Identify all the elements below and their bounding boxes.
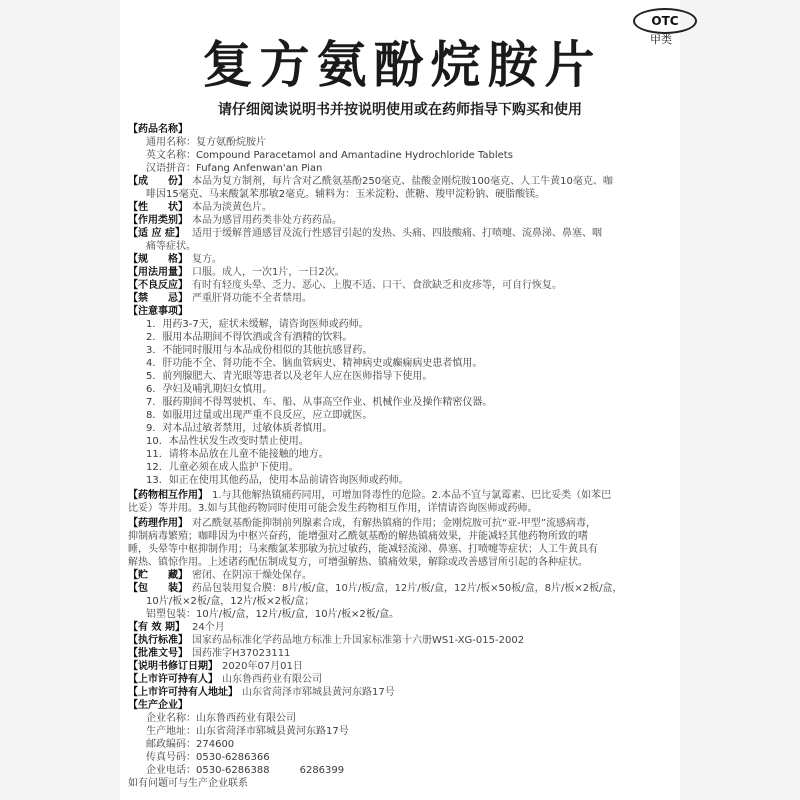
composition-text-2: 啡因15毫克、马来酸氯苯那敏2毫克。辅料为：玉米淀粉、蔗糖、羧甲淀粉钠、硬脂酸镁。 bbox=[146, 189, 546, 200]
specification-row bbox=[128, 253, 678, 266]
category-label: 【作用类别】 bbox=[128, 215, 188, 226]
adverse-row bbox=[128, 279, 678, 292]
standard-label: 【执行标准】 bbox=[128, 635, 188, 646]
appearance-row bbox=[128, 201, 678, 214]
package-row bbox=[128, 582, 678, 595]
composition-text-1: 本品为复方制剂，每片含对乙酰氨基酚250毫克、盐酸金刚烷胺100毫克、人工牛黄10毫克、咖 bbox=[192, 176, 613, 187]
manufacturer-fax: 传真号码：0530-6286366 bbox=[146, 752, 270, 763]
precaution-item: 5．前列腺肥大、青光眼等患者以及老年人应在医师指导下使用。 bbox=[146, 371, 433, 382]
specification-text: 复方。 bbox=[192, 254, 222, 265]
precaution-item: 2．服用本品期间不得饮酒或含有酒精的饮料。 bbox=[146, 332, 353, 343]
mah-address-text: 山东省菏泽市郓城县黄河东路17号 bbox=[242, 687, 395, 698]
mah-row bbox=[128, 673, 678, 686]
precaution-item: 11．请将本品放在儿童不能接触的地方。 bbox=[146, 449, 329, 460]
package-text-2: 10片/板×2板/盒，12片/板×2板/盒； bbox=[146, 596, 315, 607]
pharmacology-text-3: 睡，头晕等中枢抑制作用；马来酸氯苯那敏为抗过敏药，能减轻流涕、鼻塞、打喷嚏等症状；人工牛黄具有 bbox=[128, 544, 598, 555]
mah-address-row bbox=[128, 686, 678, 699]
product-title: 复方氨酚烷胺片 bbox=[202, 36, 602, 94]
mah-label: 【上市许可持有人】 bbox=[128, 674, 218, 685]
validity-row bbox=[128, 621, 678, 634]
manufacturer-phone: 企业电话：0530-6286388 6286399 bbox=[146, 765, 345, 776]
contact-note: 如有问题可与生产企业联系 bbox=[128, 778, 248, 789]
specification-label: 【规 格】 bbox=[128, 254, 188, 265]
otc-badge: OTC bbox=[633, 8, 697, 34]
english-name: 英文名称：Compound Paracetamol and Amantadine Hydrochloride Tablets bbox=[146, 150, 513, 161]
adverse-text: 有时有轻度头晕、乏力、恶心、上腹不适、口干、食欲缺乏和皮疹等，可自行恢复。 bbox=[192, 280, 562, 291]
composition-row bbox=[128, 175, 678, 188]
revision-text: 2020年07月01日 bbox=[222, 661, 303, 672]
adverse-label: 【不良反应】 bbox=[128, 280, 188, 291]
validity-text: 24个月 bbox=[192, 622, 225, 633]
standard-row bbox=[128, 634, 678, 647]
pharmacology-label: 【药理作用】 bbox=[128, 518, 188, 529]
precaution-item: 10．本品性状发生改变时禁止使用。 bbox=[146, 436, 309, 447]
precaution-item: 3．不能同时服用与本品成份相似的其他抗感冒药。 bbox=[146, 345, 373, 356]
category-row bbox=[128, 214, 678, 227]
interactions-text-1: 1.与其他解热镇痛药同用，可增加肾毒性的危险。2.本品不宜与氯霉素、巴比妥类（如苯巴 bbox=[212, 490, 612, 501]
pharmacology-text-2: 抑制病毒繁殖；咖啡因为中枢兴奋药，能增强对乙酰氨基酚的解热镇痛效果，并能减轻其他药物所致的嗜 bbox=[128, 531, 588, 542]
indications-row bbox=[128, 227, 678, 240]
precaution-item: 4．肝功能不全、肾功能不全、脑血管病史、精神病史或癫痫病史患者慎用。 bbox=[146, 358, 483, 369]
interactions-text-2: 比妥）等并用。3.如与其他药物同时使用可能会发生药物相互作用，详情请咨询医师或药师。 bbox=[128, 503, 538, 514]
mah-address-label: 【上市许可持有人地址】 bbox=[128, 687, 238, 698]
approval-text: 国药准字H37023111 bbox=[192, 648, 291, 659]
precaution-item: 8．如服用过量或出现严重不良反应，应立即就医。 bbox=[146, 410, 373, 421]
composition-label: 【成 份】 bbox=[128, 176, 188, 187]
contraindications-label: 【禁 忌】 bbox=[128, 293, 188, 304]
mah-text: 山东鲁西药业有限公司 bbox=[222, 674, 322, 685]
precaution-item: 6．孕妇及哺乳期妇女慎用。 bbox=[146, 384, 273, 395]
usage-notice: 请仔细阅读说明书并按说明使用或在药师指导下购买和使用 bbox=[218, 102, 582, 118]
dosage-text: 口服。成人，一次1片，一日2次。 bbox=[192, 267, 345, 278]
package-text-3: 铝塑包装：10片/板/盒，12片/板/盒，10片/板×2板/盒。 bbox=[146, 609, 400, 620]
precaution-item: 7．服药期间不得驾驶机、车、船、从事高空作业、机械作业及操作精密仪器。 bbox=[146, 397, 493, 408]
approval-row bbox=[128, 647, 678, 660]
interactions-label: 【药物相互作用】 bbox=[128, 490, 208, 501]
precaution-item: 1．用药3-7天，症状未缓解，请咨询医师或药师。 bbox=[146, 319, 369, 330]
generic-name: 通用名称：复方氨酚烷胺片 bbox=[146, 137, 266, 148]
indications-text-2: 痛等症状。 bbox=[146, 241, 196, 252]
drug-name-heading: 【药品名称】 bbox=[128, 124, 188, 135]
manufacturer-name: 企业名称：山东鲁西药业有限公司 bbox=[146, 713, 296, 724]
precaution-item: 13．如正在使用其他药品，使用本品前请咨询医师或药师。 bbox=[146, 475, 409, 486]
package-text-1: 药品包装用复合膜：8片/板/盒，10片/板/盒，12片/板/盒，12片/板×50板/盒，8片/板×2板/盒， bbox=[192, 583, 623, 594]
dosage-row bbox=[128, 266, 678, 279]
interactions-row bbox=[128, 489, 678, 502]
indications-text-1: 适用于缓解普通感冒及流行性感冒引起的发热、头痛、四肢酸痛、打喷嚏、流鼻涕、鼻塞、咽 bbox=[192, 228, 602, 239]
validity-label: 【有 效 期】 bbox=[128, 622, 185, 633]
storage-text: 密闭、在阴凉干燥处保存。 bbox=[192, 570, 312, 581]
manufacturer-postcode: 邮政编码：274600 bbox=[146, 739, 235, 750]
package-label: 【包 装】 bbox=[128, 583, 188, 594]
contraindications-row bbox=[128, 292, 678, 305]
manufacturer-address: 生产地址：山东省菏泽市郓城县黄河东路17号 bbox=[146, 726, 349, 737]
approval-label: 【批准文号】 bbox=[128, 648, 188, 659]
contraindications-text: 严重肝肾功能不全者禁用。 bbox=[192, 293, 312, 304]
dosage-label: 【用法用量】 bbox=[128, 267, 188, 278]
pharmacology-row bbox=[128, 517, 678, 530]
precaution-item: 9．对本品过敏者禁用，过敏体质者慎用。 bbox=[146, 423, 333, 434]
pharmacology-text-4: 解热、镇惊作用。上述诸药配伍制成复方，可增强解热、镇痛效果，解除或改善感冒所引起的各种症状。 bbox=[128, 557, 588, 568]
storage-label: 【贮 藏】 bbox=[128, 570, 188, 581]
indications-label: 【适 应 症】 bbox=[128, 228, 185, 239]
revision-row bbox=[128, 660, 678, 673]
pharmacology-text-1: 对乙酰氨基酚能抑制前列腺素合成，有解热镇痛的作用；金刚烷胺可抗“亚-甲型”流感病毒， bbox=[192, 518, 596, 529]
appearance-text: 本品为淡黄色片。 bbox=[192, 202, 272, 213]
standard-text: 国家药品标准化学药品地方标准上升国家标准第十六册WS1-XG-015-2002 bbox=[192, 635, 525, 646]
category-text: 本品为感冒用药类非处方药药品。 bbox=[192, 215, 342, 226]
precautions-heading: 【注意事项】 bbox=[128, 306, 188, 317]
storage-row bbox=[128, 569, 678, 582]
precaution-item: 12．儿童必须在成人监护下使用。 bbox=[146, 462, 299, 473]
appearance-label: 【性 状】 bbox=[128, 202, 188, 213]
otc-class-label: 甲类 bbox=[650, 33, 672, 46]
pinyin-name: 汉语拼音：Fufang Anfenwan'an Pian bbox=[146, 163, 323, 174]
manufacturer-heading: 【生产企业】 bbox=[128, 700, 188, 711]
revision-label: 【说明书修订日期】 bbox=[128, 661, 218, 672]
